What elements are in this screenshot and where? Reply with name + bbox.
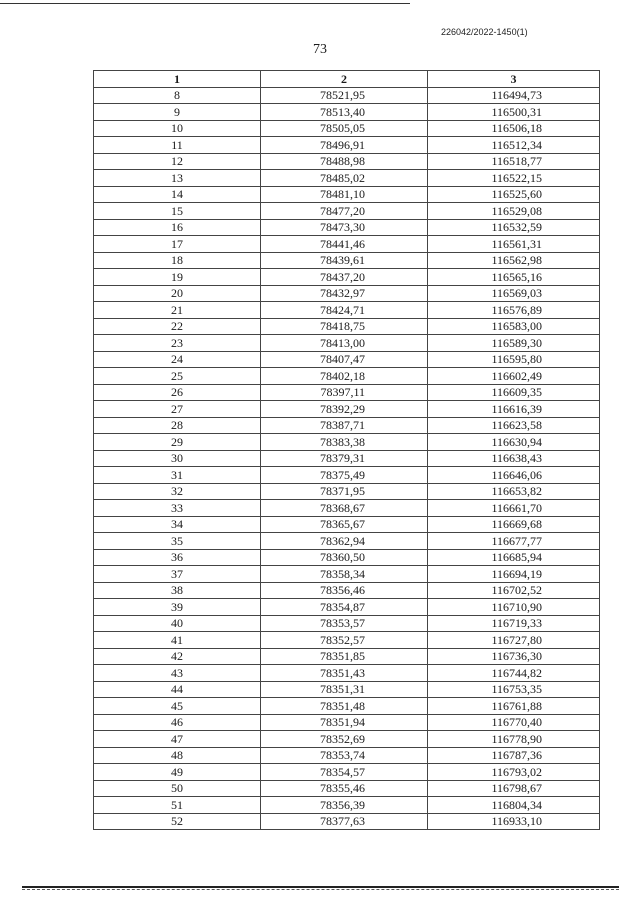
point-number-cell: 23 [94,335,261,352]
x-coordinate-cell: 78352,57 [261,632,428,649]
y-coordinate-cell: 116532,59 [428,219,600,236]
point-number-cell: 40 [94,615,261,632]
x-coordinate-cell: 78477,20 [261,203,428,220]
table-row [94,153,600,170]
point-number-cell: 37 [94,566,261,583]
y-coordinate-cell: 116494,73 [428,87,600,104]
point-number-cell: 11 [94,137,261,154]
x-coordinate-cell: 78392,29 [261,401,428,418]
point-number-cell: 19 [94,269,261,286]
point-number-cell: 15 [94,203,261,220]
x-coordinate-cell: 78473,30 [261,219,428,236]
x-coordinate-cell: 78424,71 [261,302,428,319]
point-number-cell: 49 [94,764,261,781]
point-number-cell: 28 [94,417,261,434]
table-row [94,797,600,814]
x-coordinate-cell: 78358,34 [261,566,428,583]
point-number-cell: 27 [94,401,261,418]
point-number-cell: 33 [94,500,261,517]
point-number-cell: 29 [94,434,261,451]
point-number-cell: 41 [94,632,261,649]
y-coordinate-cell: 116677,77 [428,533,600,550]
x-coordinate-cell: 78377,63 [261,813,428,830]
y-coordinate-cell: 116500,31 [428,104,600,121]
y-coordinate-cell: 116798,67 [428,780,600,797]
x-coordinate-cell: 78379,31 [261,450,428,467]
y-coordinate-cell: 116512,34 [428,137,600,154]
point-number-cell: 14 [94,186,261,203]
y-coordinate-cell: 116623,58 [428,417,600,434]
point-number-cell: 51 [94,797,261,814]
table-row [94,549,600,566]
point-number-cell: 16 [94,219,261,236]
x-coordinate-cell: 78521,95 [261,87,428,104]
column-header-1: 1 [94,71,261,88]
point-number-cell: 31 [94,467,261,484]
table-row [94,747,600,764]
table-row [94,269,600,286]
document-id: 226042/2022-1450(1) [441,27,528,37]
y-coordinate-cell: 116589,30 [428,335,600,352]
table-row [94,318,600,335]
y-coordinate-cell: 116661,70 [428,500,600,517]
table-row [94,450,600,467]
table-body [94,87,600,830]
x-coordinate-cell: 78351,85 [261,648,428,665]
table-row [94,87,600,104]
y-coordinate-cell: 116685,94 [428,549,600,566]
point-number-cell: 26 [94,384,261,401]
x-coordinate-cell: 78360,50 [261,549,428,566]
table-row [94,665,600,682]
table-row [94,599,600,616]
point-number-cell: 43 [94,665,261,682]
point-number-cell: 24 [94,351,261,368]
x-coordinate-cell: 78371,95 [261,483,428,500]
table-row [94,285,600,302]
table-row [94,351,600,368]
table-row [94,417,600,434]
column-header-3: 3 [428,71,600,88]
x-coordinate-cell: 78505,05 [261,120,428,137]
table-header-row [94,71,600,88]
x-coordinate-cell: 78375,49 [261,467,428,484]
y-coordinate-cell: 116736,30 [428,648,600,665]
table-row [94,186,600,203]
table-row [94,203,600,220]
y-coordinate-cell: 116646,06 [428,467,600,484]
bottom-dashed-rule [22,889,619,890]
x-coordinate-cell: 78481,10 [261,186,428,203]
y-coordinate-cell: 116702,52 [428,582,600,599]
x-coordinate-cell: 78352,69 [261,731,428,748]
coordinates-table [93,70,600,830]
y-coordinate-cell: 116616,39 [428,401,600,418]
y-coordinate-cell: 116719,33 [428,615,600,632]
table-row [94,516,600,533]
y-coordinate-cell: 116609,35 [428,384,600,401]
x-coordinate-cell: 78365,67 [261,516,428,533]
x-coordinate-cell: 78496,91 [261,137,428,154]
x-coordinate-cell: 78441,46 [261,236,428,253]
y-coordinate-cell: 116525,60 [428,186,600,203]
y-coordinate-cell: 116933,10 [428,813,600,830]
x-coordinate-cell: 78437,20 [261,269,428,286]
table-row [94,137,600,154]
x-coordinate-cell: 78351,31 [261,681,428,698]
point-number-cell: 46 [94,714,261,731]
x-coordinate-cell: 78485,02 [261,170,428,187]
x-coordinate-cell: 78368,67 [261,500,428,517]
table-row [94,170,600,187]
table-row [94,566,600,583]
y-coordinate-cell: 116562,98 [428,252,600,269]
point-number-cell: 18 [94,252,261,269]
column-header-2: 2 [261,71,428,88]
table-row [94,104,600,121]
table-row [94,401,600,418]
table-row [94,582,600,599]
page-number: 73 [313,42,327,57]
point-number-cell: 39 [94,599,261,616]
table-row [94,302,600,319]
x-coordinate-cell: 78397,11 [261,384,428,401]
point-number-cell: 12 [94,153,261,170]
point-number-cell: 36 [94,549,261,566]
table-row [94,714,600,731]
y-coordinate-cell: 116778,90 [428,731,600,748]
x-coordinate-cell: 78351,48 [261,698,428,715]
x-coordinate-cell: 78354,87 [261,599,428,616]
table-row [94,648,600,665]
x-coordinate-cell: 78351,43 [261,665,428,682]
bottom-rule [22,886,619,888]
point-number-cell: 48 [94,747,261,764]
point-number-cell: 38 [94,582,261,599]
y-coordinate-cell: 116753,35 [428,681,600,698]
table-row [94,120,600,137]
x-coordinate-cell: 78513,40 [261,104,428,121]
point-number-cell: 30 [94,450,261,467]
x-coordinate-cell: 78356,39 [261,797,428,814]
table-row [94,681,600,698]
point-number-cell: 9 [94,104,261,121]
y-coordinate-cell: 116710,90 [428,599,600,616]
point-number-cell: 17 [94,236,261,253]
x-coordinate-cell: 78413,00 [261,335,428,352]
y-coordinate-cell: 116506,18 [428,120,600,137]
y-coordinate-cell: 116638,43 [428,450,600,467]
x-coordinate-cell: 78383,38 [261,434,428,451]
y-coordinate-cell: 116529,08 [428,203,600,220]
x-coordinate-cell: 78353,74 [261,747,428,764]
table-row [94,780,600,797]
point-number-cell: 45 [94,698,261,715]
table-row [94,252,600,269]
point-number-cell: 34 [94,516,261,533]
table-row [94,384,600,401]
x-coordinate-cell: 78402,18 [261,368,428,385]
point-number-cell: 25 [94,368,261,385]
y-coordinate-cell: 116518,77 [428,153,600,170]
point-number-cell: 44 [94,681,261,698]
table-row [94,335,600,352]
table-row [94,698,600,715]
point-number-cell: 47 [94,731,261,748]
table-row [94,236,600,253]
x-coordinate-cell: 78418,75 [261,318,428,335]
x-coordinate-cell: 78439,61 [261,252,428,269]
y-coordinate-cell: 116522,15 [428,170,600,187]
y-coordinate-cell: 116770,40 [428,714,600,731]
y-coordinate-cell: 116595,80 [428,351,600,368]
y-coordinate-cell: 116669,68 [428,516,600,533]
point-number-cell: 32 [94,483,261,500]
table-row [94,219,600,236]
x-coordinate-cell: 78356,46 [261,582,428,599]
point-number-cell: 35 [94,533,261,550]
point-number-cell: 10 [94,120,261,137]
table-row [94,632,600,649]
table-row [94,467,600,484]
table-row [94,731,600,748]
point-number-cell: 50 [94,780,261,797]
x-coordinate-cell: 78355,46 [261,780,428,797]
y-coordinate-cell: 116569,03 [428,285,600,302]
table-row [94,500,600,517]
y-coordinate-cell: 116787,36 [428,747,600,764]
x-coordinate-cell: 78354,57 [261,764,428,781]
point-number-cell: 13 [94,170,261,187]
point-number-cell: 21 [94,302,261,319]
point-number-cell: 42 [94,648,261,665]
x-coordinate-cell: 78407,47 [261,351,428,368]
y-coordinate-cell: 116804,34 [428,797,600,814]
point-number-cell: 22 [94,318,261,335]
x-coordinate-cell: 78362,94 [261,533,428,550]
top-rule [0,3,410,4]
y-coordinate-cell: 116630,94 [428,434,600,451]
table-row [94,434,600,451]
y-coordinate-cell: 116744,82 [428,665,600,682]
table-row [94,615,600,632]
x-coordinate-cell: 78351,94 [261,714,428,731]
y-coordinate-cell: 116576,89 [428,302,600,319]
y-coordinate-cell: 116583,00 [428,318,600,335]
y-coordinate-cell: 116761,88 [428,698,600,715]
point-number-cell: 20 [94,285,261,302]
x-coordinate-cell: 78387,71 [261,417,428,434]
table-row [94,764,600,781]
x-coordinate-cell: 78488,98 [261,153,428,170]
table-row [94,368,600,385]
x-coordinate-cell: 78432,97 [261,285,428,302]
y-coordinate-cell: 116793,02 [428,764,600,781]
x-coordinate-cell: 78353,57 [261,615,428,632]
y-coordinate-cell: 116565,16 [428,269,600,286]
point-number-cell: 52 [94,813,261,830]
table-row [94,483,600,500]
table-row [94,533,600,550]
y-coordinate-cell: 116602,49 [428,368,600,385]
y-coordinate-cell: 116727,80 [428,632,600,649]
point-number-cell: 8 [94,87,261,104]
table-row [94,813,600,830]
y-coordinate-cell: 116694,19 [428,566,600,583]
y-coordinate-cell: 116561,31 [428,236,600,253]
y-coordinate-cell: 116653,82 [428,483,600,500]
